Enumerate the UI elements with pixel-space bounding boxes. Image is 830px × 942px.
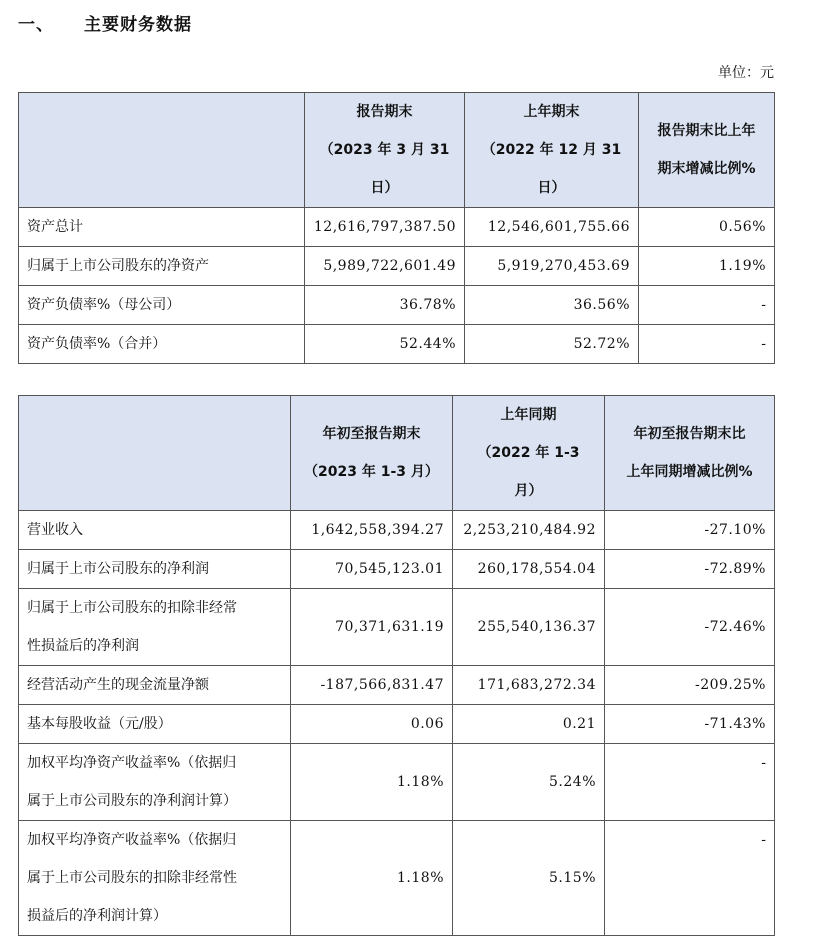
row-label: 归属于上市公司股东的净利润	[19, 550, 291, 589]
header-line: 月）	[514, 483, 543, 499]
header-line: 日）	[370, 180, 399, 196]
cell-current: 70,545,123.01	[291, 550, 453, 589]
header-ytd	[291, 396, 453, 511]
header-line: （2023 年 1-3 月）	[304, 464, 439, 480]
row-label: 归属于上市公司股东的净资产	[19, 247, 305, 286]
section-number: 一、	[18, 15, 54, 35]
section-title: 主要财务数据	[84, 15, 192, 35]
header-prior-year-end	[465, 93, 639, 208]
table-row	[19, 705, 775, 744]
cell-change: -	[639, 286, 775, 325]
table-row	[19, 208, 775, 247]
cell-change: -	[605, 821, 775, 936]
cell-prior: 5.24%	[453, 744, 605, 821]
cell-current: 70,371,631.19	[291, 589, 453, 666]
row-label: 资产总计	[19, 208, 305, 247]
header-line: （2022 年 12 月 31	[481, 142, 622, 158]
row-label-line: 属于上市公司股东的扣除非经常性	[27, 870, 237, 886]
row-label: 基本每股收益（元/股）	[19, 705, 291, 744]
header-prior-period	[453, 396, 605, 511]
row-label-line: 加权平均净资产收益率%（依据归	[27, 832, 237, 848]
cell-current: 0.06	[291, 705, 453, 744]
cell-change: 0.56%	[639, 208, 775, 247]
header-change-pct	[639, 93, 775, 208]
header-line: 期末增减比例%	[657, 161, 756, 177]
header-blank	[19, 396, 291, 511]
cell-change: -72.46%	[605, 589, 775, 666]
table-row	[19, 325, 775, 364]
table-row	[19, 286, 775, 325]
header-line: 上年期末	[523, 104, 580, 120]
header-line: 报告期末比上年	[657, 123, 756, 139]
cell-current: 36.78%	[305, 286, 465, 325]
cell-current: 1.18%	[291, 821, 453, 936]
header-line: 日）	[537, 180, 566, 196]
header-period-end	[305, 93, 465, 208]
balance-table	[18, 92, 775, 364]
header-blank	[19, 93, 305, 208]
cell-change: -	[605, 744, 775, 821]
section-heading	[18, 10, 192, 35]
table-row	[19, 666, 775, 705]
header-line: （2023 年 3 月 31	[319, 142, 450, 158]
cell-prior: 5,919,270,453.69	[465, 247, 639, 286]
income-table-header	[19, 396, 775, 511]
row-label	[19, 744, 291, 821]
cell-prior: 36.56%	[465, 286, 639, 325]
cell-current: 5,989,722,601.49	[305, 247, 465, 286]
cell-current: 1,642,558,394.27	[291, 511, 453, 550]
cell-prior: 2,253,210,484.92	[453, 511, 605, 550]
row-label-line: 加权平均净资产收益率%（依据归	[27, 755, 237, 771]
header-line: （2022 年 1-3	[477, 445, 580, 461]
cell-prior: 52.72%	[465, 325, 639, 364]
header-line: 年初至报告期末	[322, 426, 421, 442]
cell-current: 52.44%	[305, 325, 465, 364]
cell-change: -	[639, 325, 775, 364]
table-row	[19, 589, 775, 666]
cell-current: 12,616,797,387.50	[305, 208, 465, 247]
cell-prior: 171,683,272.34	[453, 666, 605, 705]
table-row	[19, 247, 775, 286]
row-label: 营业收入	[19, 511, 291, 550]
header-line: 上年同期	[500, 407, 557, 423]
income-table	[18, 395, 775, 936]
cell-current: -187,566,831.47	[291, 666, 453, 705]
cell-change: -209.25%	[605, 666, 775, 705]
row-label	[19, 821, 291, 936]
header-change-pct	[605, 396, 775, 511]
table-row	[19, 511, 775, 550]
cell-prior: 0.21	[453, 705, 605, 744]
header-line: 报告期末	[356, 104, 413, 120]
row-label	[19, 589, 291, 666]
cell-prior: 5.15%	[453, 821, 605, 936]
cell-prior: 255,540,136.37	[453, 589, 605, 666]
table-row	[19, 550, 775, 589]
cell-prior: 12,546,601,755.66	[465, 208, 639, 247]
row-label: 经营活动产生的现金流量净额	[19, 666, 291, 705]
row-label-line: 损益后的净利润计算）	[27, 908, 167, 924]
row-label-line: 性损益后的净利润	[27, 638, 139, 654]
cell-prior: 260,178,554.04	[453, 550, 605, 589]
cell-current: 1.18%	[291, 744, 453, 821]
unit-label: 单位：元	[718, 65, 774, 81]
cell-change: -72.89%	[605, 550, 775, 589]
cell-change: 1.19%	[639, 247, 775, 286]
header-line: 年初至报告期末比	[633, 426, 746, 442]
header-line: 上年同期增减比例%	[626, 464, 753, 480]
table-row	[19, 821, 775, 936]
row-label-line: 属于上市公司股东的净利润计算）	[27, 793, 237, 809]
row-label: 资产负债率%（合并）	[19, 325, 305, 364]
cell-change: -71.43%	[605, 705, 775, 744]
table-row	[19, 744, 775, 821]
balance-table-header	[19, 93, 775, 208]
cell-change: -27.10%	[605, 511, 775, 550]
row-label-line: 归属于上市公司股东的扣除非经常	[27, 600, 237, 616]
row-label: 资产负债率%（母公司）	[19, 286, 305, 325]
